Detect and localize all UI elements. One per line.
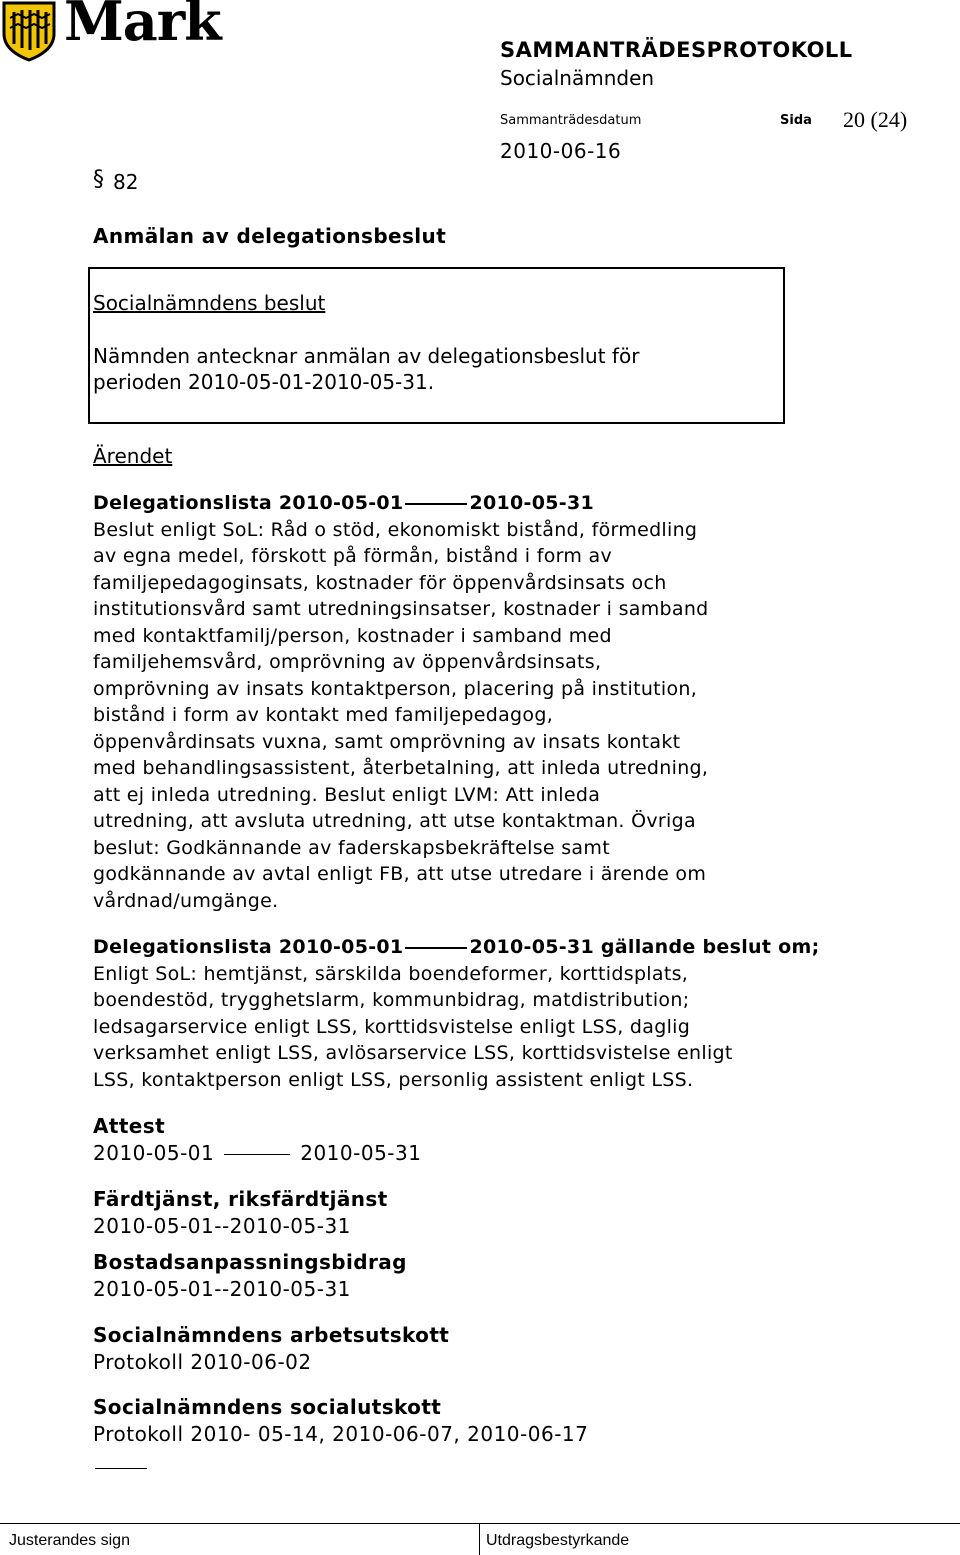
footer-extract-label: Utdragsbestyrkande <box>486 1532 630 1549</box>
list-line: Enligt SoL: hemtjänst, särskilda boendeformer, korttidsplats, <box>93 962 689 985</box>
section-title-fardtjanst: Färdtjänst, riksfärdtjänst <box>93 1187 388 1211</box>
decision-text-line: Nämnden antecknar anmälan av delegationsbeslut för <box>93 344 640 368</box>
list-line: familjepedagoginsats, kostnader för öppenvårdsinsats och <box>93 571 667 594</box>
attest-end-date: 2010-05-31 <box>300 1141 422 1165</box>
list-line: bistånd i form av kontakt med familjepedagog, <box>93 704 554 726</box>
list-line: institutionsvård samt utredningsinsatser, kostnader i samband <box>93 598 709 620</box>
paragraph-number: 82 <box>113 170 139 194</box>
list-line: LSS, kontaktperson enligt LSS, personlig assistent enligt LSS. <box>93 1068 694 1091</box>
list-line: verksamhet enligt LSS, avlösarservice LSS, korttidsvistelse enligt <box>93 1042 733 1064</box>
committee-name: Socialnämnden <box>500 66 655 90</box>
delegation-list-1 <box>93 490 893 914</box>
delegation-list-2 <box>93 934 893 1093</box>
section-text-socialutskott: Protokoll 2010- 05-14, 2010-06-07, 2010-06-17 <box>93 1422 589 1446</box>
list-line: av egna medel, förskott på förmån, bistånd i form av <box>93 545 613 567</box>
section-title-socialutskott: Socialnämndens socialutskott <box>93 1395 442 1419</box>
delegation-list-1-title-start: Delegationslista 2010-05-01 <box>93 492 404 514</box>
em-dash <box>405 503 467 505</box>
list-line: med behandlingsassistent, återbetalning, att inleda utredning, <box>93 757 709 779</box>
section-title-arbetsutskott: Socialnämndens arbetsutskott <box>93 1323 450 1347</box>
list-line: ledsagarservice enligt LSS, korttidsvistelse enligt LSS, daglig <box>93 1015 691 1038</box>
list-line: att ej inleda utredning. Beslut enligt LVM: Att inleda <box>93 783 601 806</box>
logo-wordmark: Mark <box>64 0 221 53</box>
footer-sign-label: Justerandes sign <box>9 1532 130 1549</box>
section-text-bostadsanpassning: 2010-05-01--2010-05-31 <box>93 1277 351 1301</box>
delegation-list-2-title-end: 2010-05-31 gällande beslut om; <box>469 936 820 958</box>
list-line: beslut: Godkännande av faderskapsbekräftelse samt <box>93 836 610 859</box>
decision-text <box>93 343 773 395</box>
section-title-bostadsanpassning: Bostadsanpassningsbidrag <box>93 1250 407 1274</box>
list-line: godkännande av avtal enligt FB, att utse utredare i ärende om <box>93 863 707 885</box>
municipality-coat-of-arms-icon <box>0 0 58 62</box>
list-line: boendestöd, trygghetslarm, kommunbidrag, matdistribution; <box>93 989 690 1011</box>
section-sign: § <box>93 167 104 192</box>
section-text-fardtjanst: 2010-05-01--2010-05-31 <box>93 1214 351 1238</box>
meeting-date: 2010-06-16 <box>500 139 622 163</box>
section-title-attest: Attest <box>93 1114 166 1138</box>
delegation-list-1-title-end: 2010-05-31 <box>469 492 594 514</box>
section-text-arbetsutskott: Protokoll 2010-06-02 <box>93 1350 312 1374</box>
attest-start-date: 2010-05-01 <box>93 1141 215 1165</box>
delegation-list-2-title <box>93 934 893 961</box>
list-line: omprövning av insats kontaktperson, placering på institution, <box>93 677 698 700</box>
page-number: 20 (24) <box>843 107 908 132</box>
matter-heading: Ärendet <box>93 444 173 468</box>
protocol-title: SAMMANTRÄDESPROTOKOLL <box>500 38 853 62</box>
delegation-list-2-title-start: Delegationslista 2010-05-01 <box>93 936 404 958</box>
page-label: Sida <box>780 113 812 128</box>
list-line: vårdnad/umgänge. <box>93 889 279 912</box>
paragraph-heading: Anmälan av delegationsbeslut <box>93 224 447 248</box>
list-line: familjehemsvård, omprövning av öppenvårdsinsats, <box>93 651 602 673</box>
decision-text-line: perioden 2010-05-01-2010-05-31. <box>93 370 435 394</box>
end-rule <box>95 1468 147 1469</box>
em-dash <box>405 947 467 949</box>
delegation-list-1-title <box>93 490 893 517</box>
list-line: öppenvårdinsats vuxna, samt omprövning av insats kontakt <box>93 730 681 753</box>
decision-heading: Socialnämndens beslut <box>93 291 326 315</box>
em-dash <box>224 1154 290 1155</box>
list-line: Beslut enligt SoL: Råd o stöd, ekonomiskt bistånd, förmedling <box>93 518 698 541</box>
section-text-attest <box>93 1141 421 1165</box>
list-line: med kontaktfamilj/person, kostnader i samband med <box>93 624 612 647</box>
meeting-date-label: Sammanträdesdatum <box>500 113 642 128</box>
list-line: utredning, att avsluta utredning, att utse kontaktman. Övriga <box>93 810 696 832</box>
